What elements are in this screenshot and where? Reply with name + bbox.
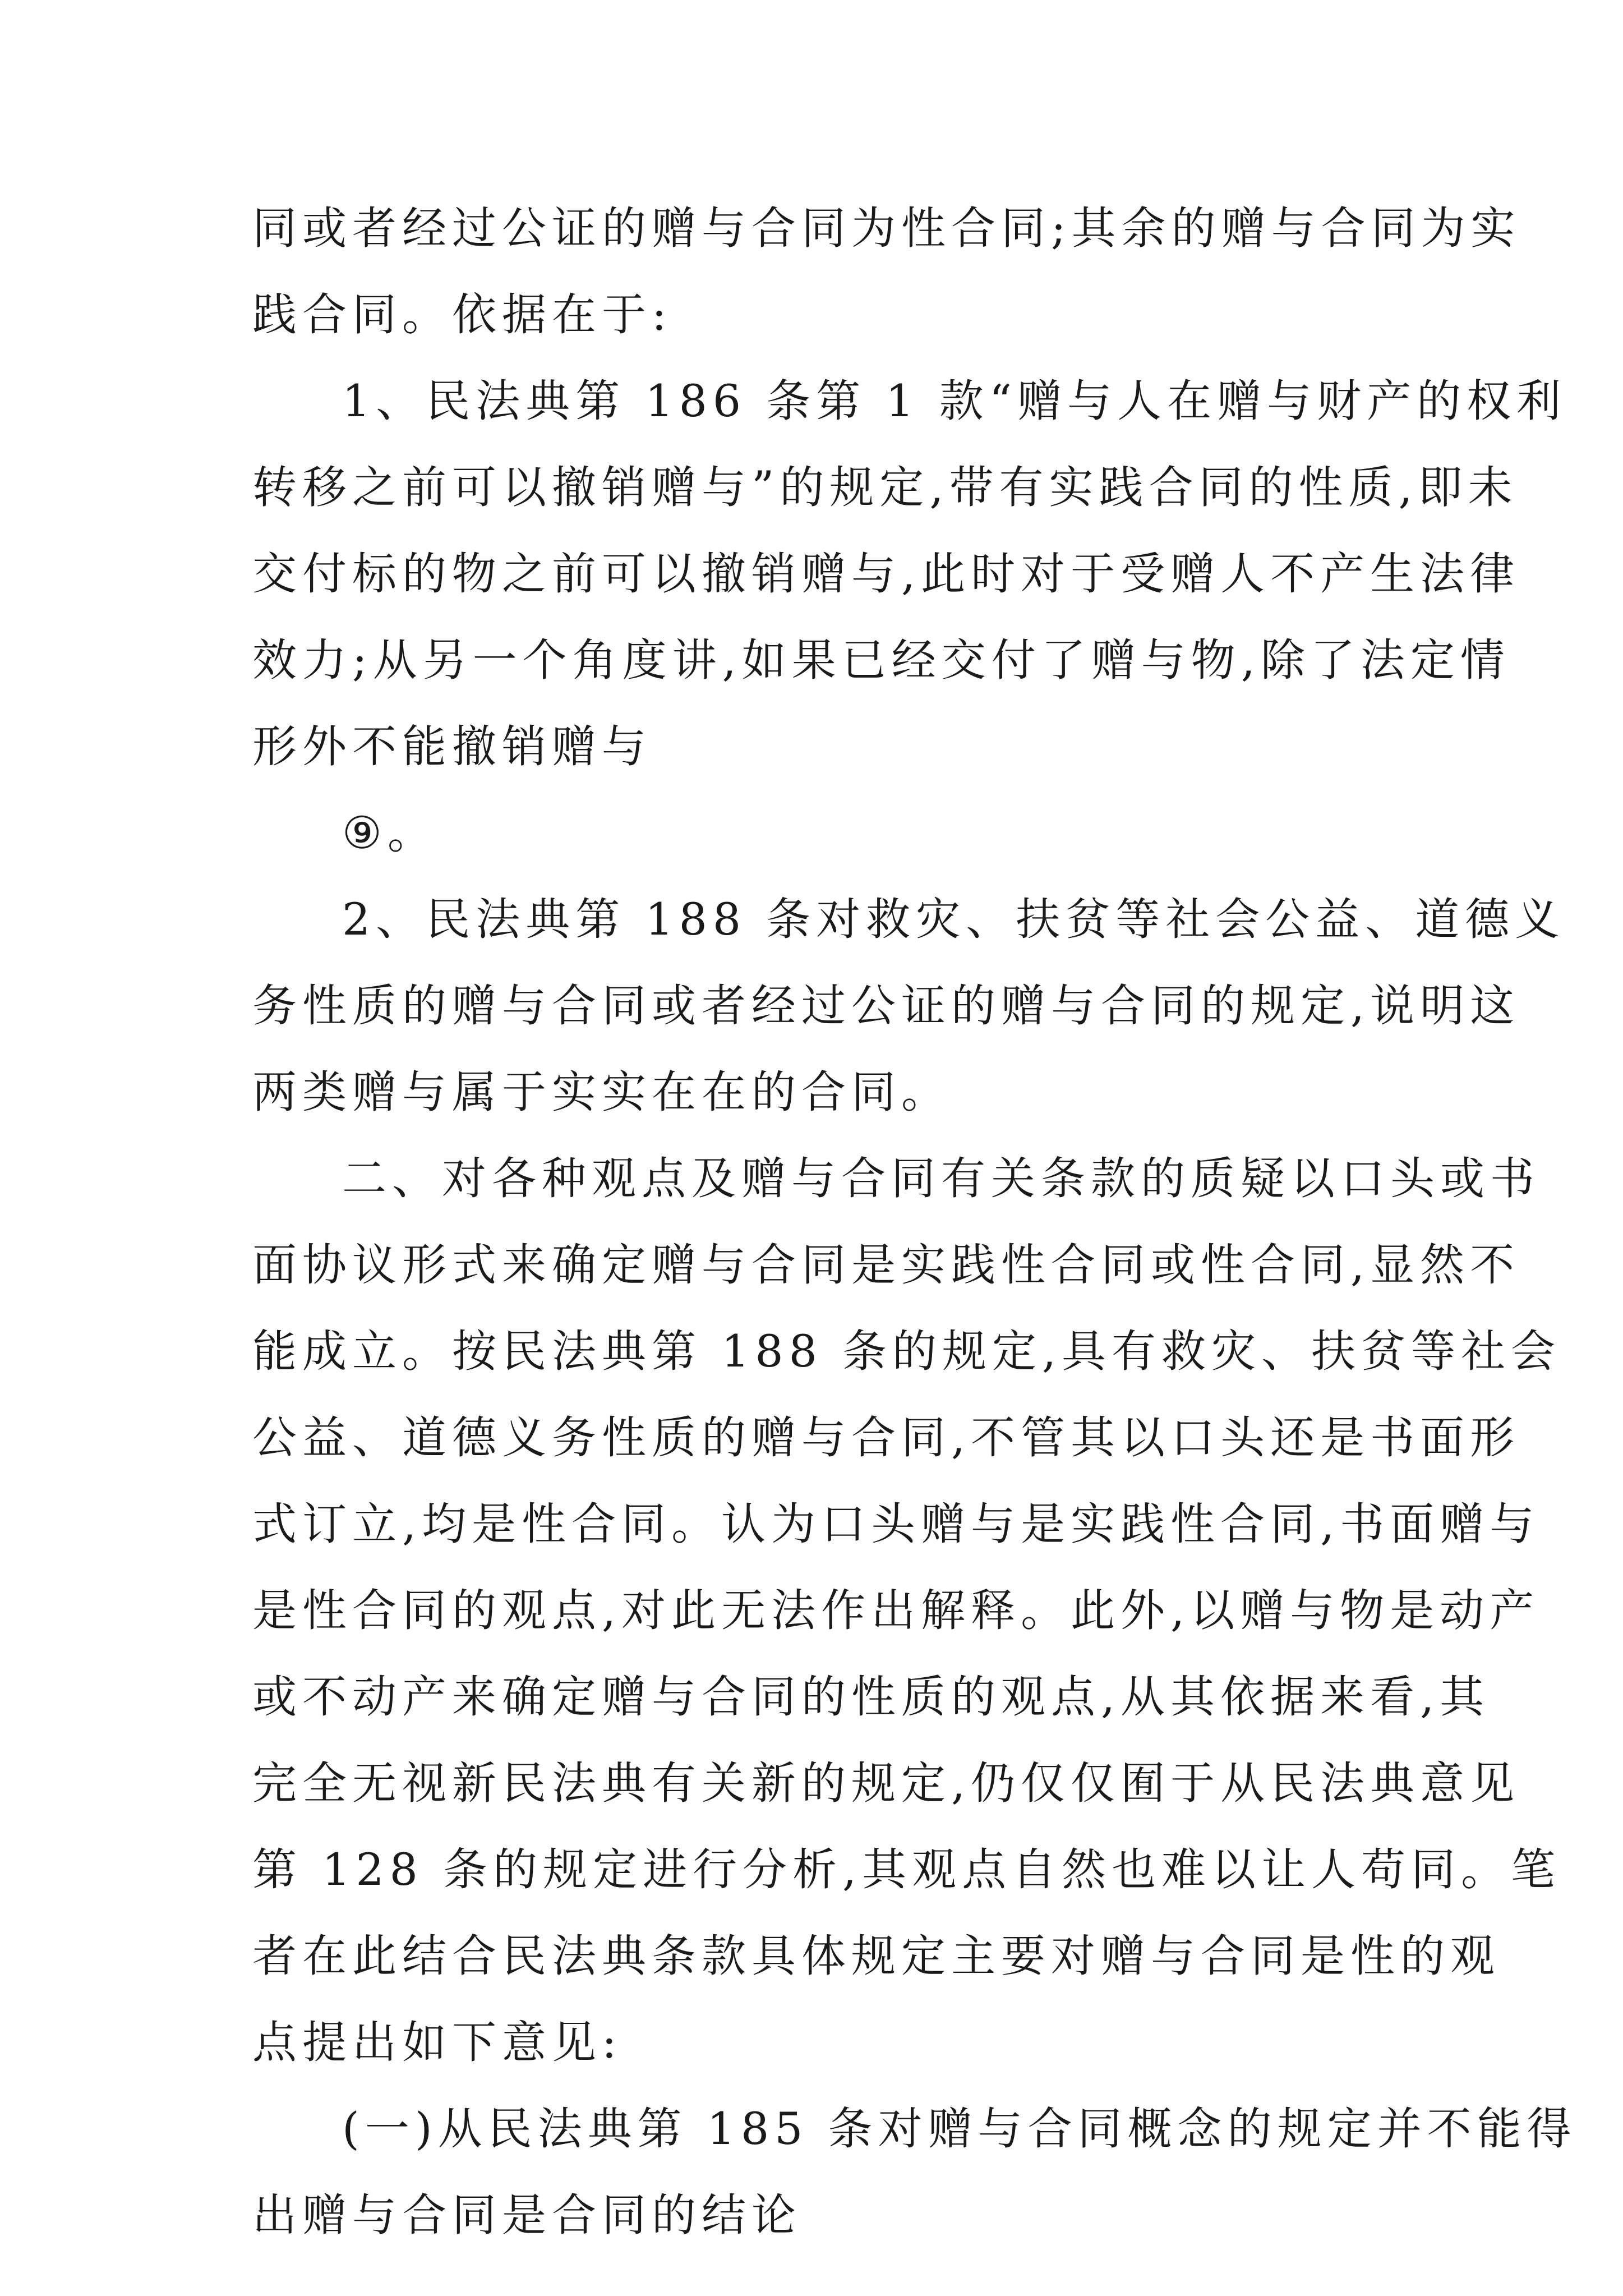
text-line: 出赠与合同是合同的结论 bbox=[252, 2189, 801, 2241]
text-line: 交付标的物之前可以撤销赠与,此时对于受赠人不产生法律 bbox=[252, 548, 1520, 600]
text-line: 点提出如下意见: bbox=[252, 2017, 623, 2068]
footnote-marker: ⑨。 bbox=[342, 807, 437, 859]
text-line: 或不动产来确定赠与合同的性质的观点,从其依据来看,其 bbox=[252, 1671, 1490, 1723]
text-line: 效力;从另一个角度讲,如果已经交付了赠与物,除了法定情 bbox=[252, 634, 1510, 686]
text-line: 同或者经过公证的赠与合同为性合同;其余的赠与合同为实 bbox=[252, 203, 1521, 254]
text-line: 两类赠与属于实实在在的合同。 bbox=[252, 1066, 951, 1118]
text-line: 能成立。按民法典第 188 条的规定,具有救灾、扶贫等社会 bbox=[252, 1326, 1561, 1377]
section-heading-line: 二、对各种观点及赠与合同有关条款的质疑以口头或书 bbox=[342, 1153, 1540, 1204]
text-line: 面协议形式来确定赠与合同是实践性合同或性合同,显然不 bbox=[252, 1239, 1520, 1291]
text-line: 形外不能撤销赠与 bbox=[252, 721, 652, 772]
text-line: 践合同。依据在于: bbox=[252, 289, 672, 341]
text-line: 公益、道德义务性质的赠与合同,不管其以口头还是书面形 bbox=[252, 1412, 1520, 1464]
text-line: 完全无视新民法典有关新的规定,仍仅仅囿于从民法典意见 bbox=[252, 1757, 1520, 1809]
text-line: 2、民法典第 188 条对救灾、扶贫等社会公益、道德义 bbox=[342, 894, 1565, 945]
body-text bbox=[252, 185, 1577, 2258]
text-line: 1、民法典第 186 条第 1 款“赠与人在赠与财产的权利 bbox=[342, 375, 1567, 427]
text-line: 是性合同的观点,对此无法作出解释。此外,以赠与物是动产 bbox=[252, 1585, 1540, 1636]
text-line: 务性质的赠与合同或者经过公证的赠与合同的规定,说明这 bbox=[252, 980, 1520, 1032]
text-line: 转移之前可以撤销赠与”的规定,带有实践合同的性质,即未 bbox=[252, 462, 1518, 513]
text-line: 第 128 条的规定进行分析,其观点自然也难以让人苟同。笔 bbox=[252, 1844, 1561, 1895]
text-line: 者在此结合民法典条款具体规定主要对赠与合同是性的观 bbox=[252, 1930, 1500, 1982]
text-line: 式订立,均是性合同。认为口头赠与是实践性合同,书面赠与 bbox=[252, 1498, 1540, 1550]
subsection-heading-line: (一)从民法典第 185 条对赠与合同概念的规定并不能得 bbox=[342, 2103, 1577, 2155]
